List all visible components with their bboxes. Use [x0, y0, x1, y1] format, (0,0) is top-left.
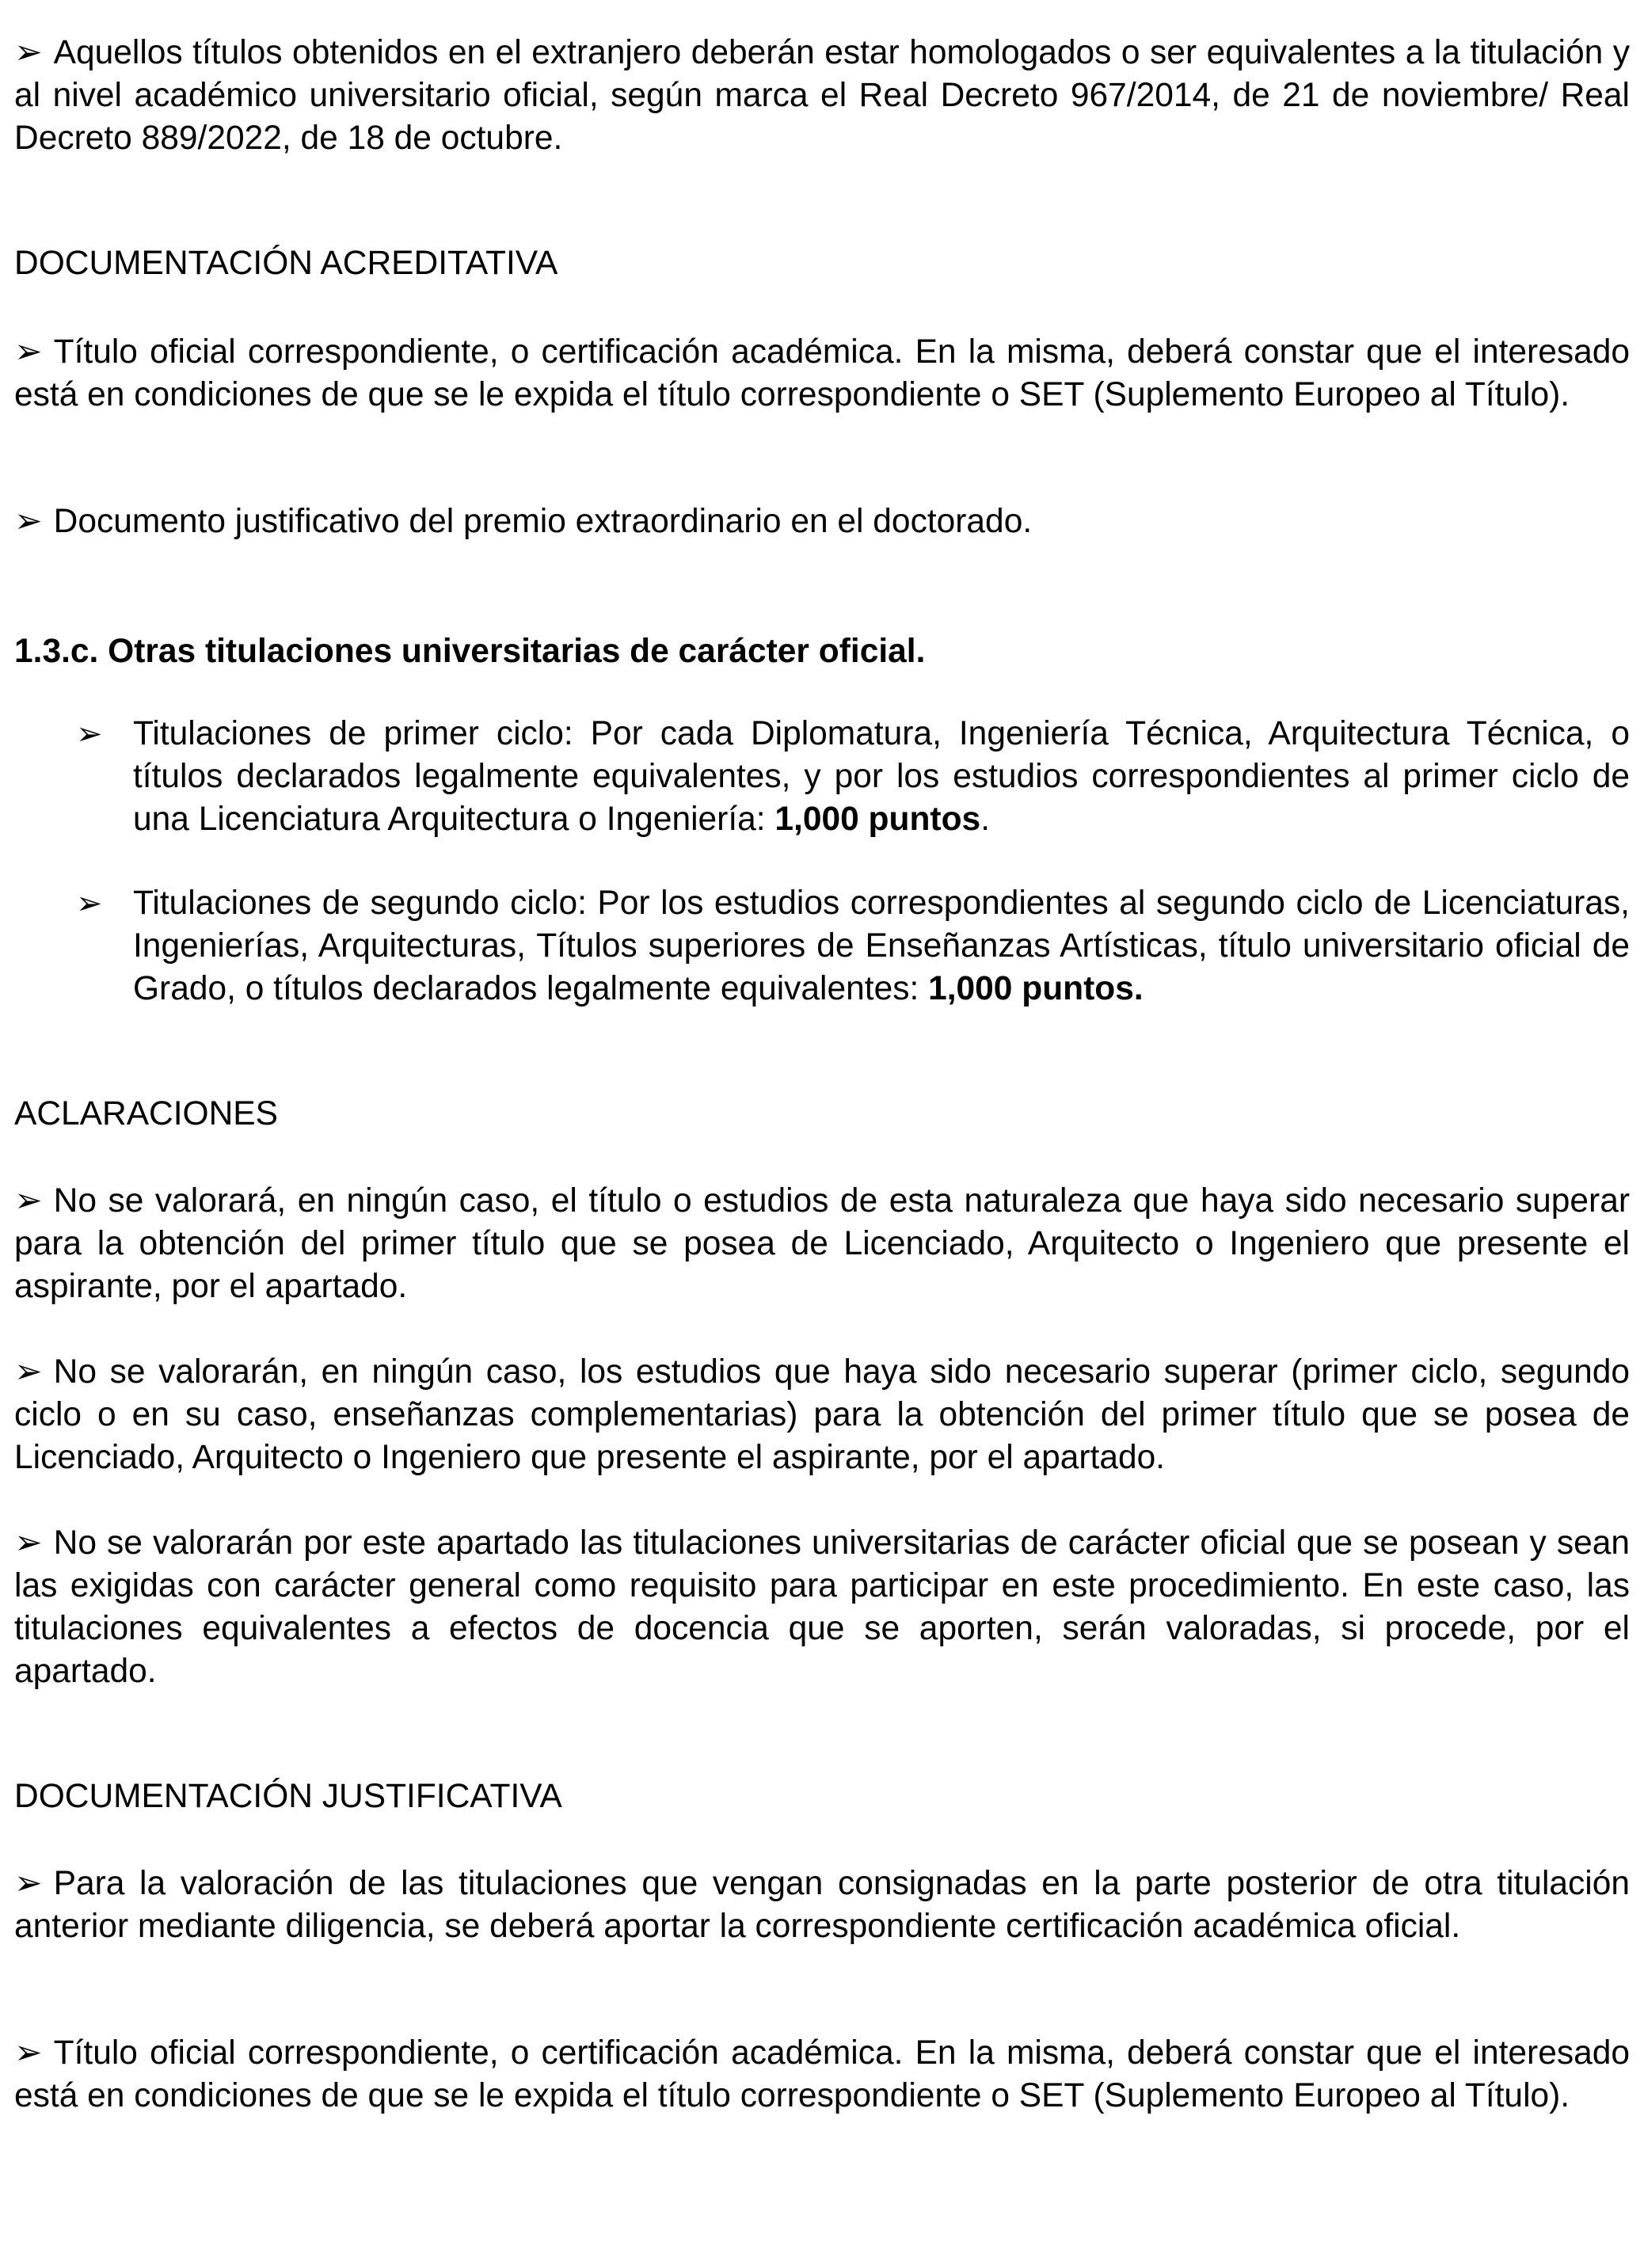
- section-13c-item-suffix: .: [980, 801, 990, 838]
- doc-justificativa-item: [14, 1863, 1630, 1948]
- arrow-bullet-icon: ➢: [76, 717, 103, 752]
- doc-acreditativa-item-text: Título oficial correspondiente, o certificación académica. En la misma, deberá constar que el interesado está en condiciones de que se le expida el título correspondiente o SET (Suplemento Europeo al Título).: [14, 333, 1630, 413]
- arrow-bullet-icon: ➢: [76, 886, 103, 921]
- doc-justificativa-heading: DOCUMENTACIÓN JUSTIFICATIVA: [14, 1778, 562, 1815]
- aclaraciones-item: [14, 1180, 1630, 1308]
- arrow-bullet-icon: ➢: [14, 34, 43, 71]
- arrow-bullet-icon: ➢: [14, 1353, 43, 1391]
- section-13c-item-text: Titulaciones de segundo ciclo: Por los estudios correspondientes al segundo ciclo de Licenciaturas, Ingenierías, Arquitecturas, Títulos superiores de Enseñanzas Artísticas, título universitario oficial de Grado, o títulos declarados legalmente equivalentes:: [133, 885, 1630, 1007]
- arrow-bullet-icon: ➢: [14, 333, 43, 371]
- doc-justificativa-item-text: Para la valoración de las titulaciones que vengan consignadas en la parte posterior de otra titulación anterior mediante diligencia, se deberá aportar la correspondiente certificación académica oficial.: [14, 1865, 1630, 1945]
- aclaraciones-item: [14, 1522, 1630, 1693]
- points-value: 1,000 puntos: [774, 801, 981, 838]
- section-13c-heading: 1.3.c. Otras titulaciones universitarias de carácter oficial.: [14, 633, 926, 670]
- doc-acreditativa-item: [14, 331, 1630, 417]
- arrow-bullet-icon: ➢: [14, 1182, 43, 1220]
- doc-justificativa-item: [14, 2032, 1630, 2118]
- points-value: 1,000 puntos.: [928, 970, 1144, 1007]
- aclaraciones-item-text: No se valorarán, en ningún caso, los estudios que haya sido necesario superar (primer ciclo, segundo ciclo o en su caso, enseñanzas complementarias) para la obtención del primer título que se posea de Licenciado, Arquitecto o Ingeniero que presente el aspirante, por el apartado.: [14, 1353, 1630, 1476]
- arrow-bullet-icon: ➢: [14, 1865, 43, 1902]
- section-13c-item: [133, 882, 1630, 1010]
- doc-justificativa-item-text: Título oficial correspondiente, o certificación académica. En la misma, deberá constar que el interesado está en condiciones de que se le expida el título correspondiente o SET (Suplemento Europeo al Título).: [14, 2034, 1630, 2114]
- aclaraciones-item: [14, 1351, 1630, 1479]
- aclaraciones-heading: ACLARACIONES: [14, 1095, 279, 1132]
- aclaraciones-item-text: No se valorará, en ningún caso, el título o estudios de esta naturaleza que haya sido necesario superar para la obtención del primer título que se posea de Licenciado, Arquitecto o Ingeniero que presente el aspirante, por el apartado.: [14, 1182, 1630, 1305]
- intro-paragraph: [14, 32, 1630, 160]
- doc-acreditativa-item-text: Documento justificativo del premio extraordinario en el doctorado.: [53, 503, 1033, 540]
- arrow-bullet-icon: ➢: [14, 1524, 43, 1562]
- arrow-bullet-icon: ➢: [14, 503, 43, 540]
- doc-acreditativa-heading: DOCUMENTACIÓN ACREDITATIVA: [14, 245, 558, 282]
- section-13c-item: [133, 713, 1630, 841]
- arrow-bullet-icon: ➢: [14, 2034, 43, 2072]
- aclaraciones-item-text: No se valorarán por este apartado las titulaciones universitarias de carácter oficial que se posean y sean las exigidas con carácter general como requisito para participar en este procedimiento. En este caso, las titulaciones equivalentes a efectos de docencia que se aporten, serán valoradas, si procede, por el apartado.: [14, 1524, 1630, 1690]
- doc-acreditativa-item: [14, 500, 1630, 543]
- section-13c-item-text: Titulaciones de primer ciclo: Por cada Diplomatura, Ingeniería Técnica, Arquitectura Técnica, o títulos declarados legalmente equivalentes, y por los estudios correspondientes al primer ciclo de una Licenciatura Arquitectura o Ingeniería:: [133, 715, 1630, 838]
- intro-text: Aquellos títulos obtenidos en el extranjero deberán estar homologados o ser equivalentes a la titulación y al nivel académico universitario oficial, según marca el Real Decreto 967/2014, de 21 de noviembre/ Real Decreto 889/2022, de 18 de octubre.: [14, 34, 1630, 157]
